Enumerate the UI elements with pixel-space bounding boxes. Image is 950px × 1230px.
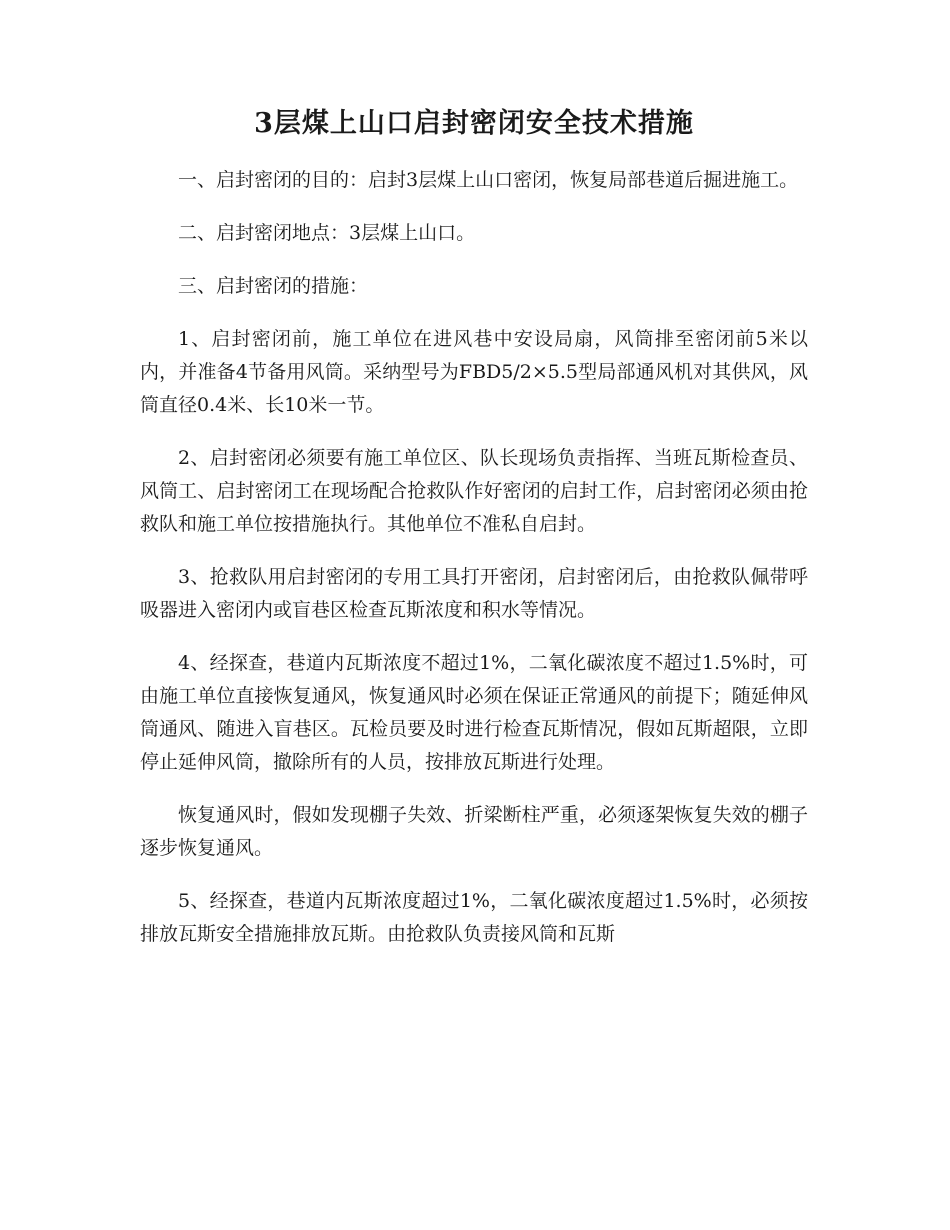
- document-title: 3层煤上山口启封密闭安全技术措施: [254, 108, 694, 139]
- paragraph-purpose: 一、启封密闭的目的：启封3层煤上山口密闭，恢复局部巷道后掘进施工。: [178, 169, 799, 192]
- paragraph-measure-1: 1、启封密闭前，施工单位在进风巷中安设局扇，风筒排至密闭前5米以内，并准备4节备用风筒。采纳型号为FBD5/2×5.5型局部通风机对其供风，风筒直径0.4米、长10米一节。: [140, 328, 808, 417]
- paragraph-measure-3: 3、抢救队用启封密闭的专用工具打开密闭，启封密闭后，由抢救队佩带呼吸器进入密闭内或盲巷区检查瓦斯浓度和积水等情况。: [140, 566, 808, 622]
- paragraph-location: 二、启封密闭地点：3层煤上山口。: [178, 222, 476, 245]
- paragraph-measure-2: 2、启封密闭必须要有施工单位区、队长现场负责指挥、当班瓦斯检查员、风筒工、启封密闭工在现场配合抢救队作好密闭的启封工作，启封密闭必须由抢救队和施工单位按措施执行。其他单位不准私自启封。: [140, 447, 808, 536]
- paragraph-measures-heading: 三、启封密闭的措施：: [178, 275, 369, 298]
- paragraph-ventilation-note: 恢复通风时，假如发现棚子失效、折梁断柱严重，必须逐架恢复失效的棚子逐步恢复通风。: [140, 804, 808, 860]
- paragraph-measure-5: 5、经探查，巷道内瓦斯浓度超过1%，二氧化碳浓度超过1.5%时，必须按排放瓦斯安全措施排放瓦斯。由抢救队负责接风筒和瓦斯: [140, 890, 808, 946]
- paragraph-measure-4: 4、经探查，巷道内瓦斯浓度不超过1%，二氧化碳浓度不超过1.5%时，可由施工单位直接恢复通风，恢复通风时必须在保证正常通风的前提下；随延伸风筒通风、随进入盲巷区。瓦检员要及时进行检查瓦斯情况，假如瓦斯超限，立即停止延伸风筒，撤除所有的人员，按排放瓦斯进行处理。: [140, 652, 808, 774]
- document-page: [140, 108, 808, 971]
